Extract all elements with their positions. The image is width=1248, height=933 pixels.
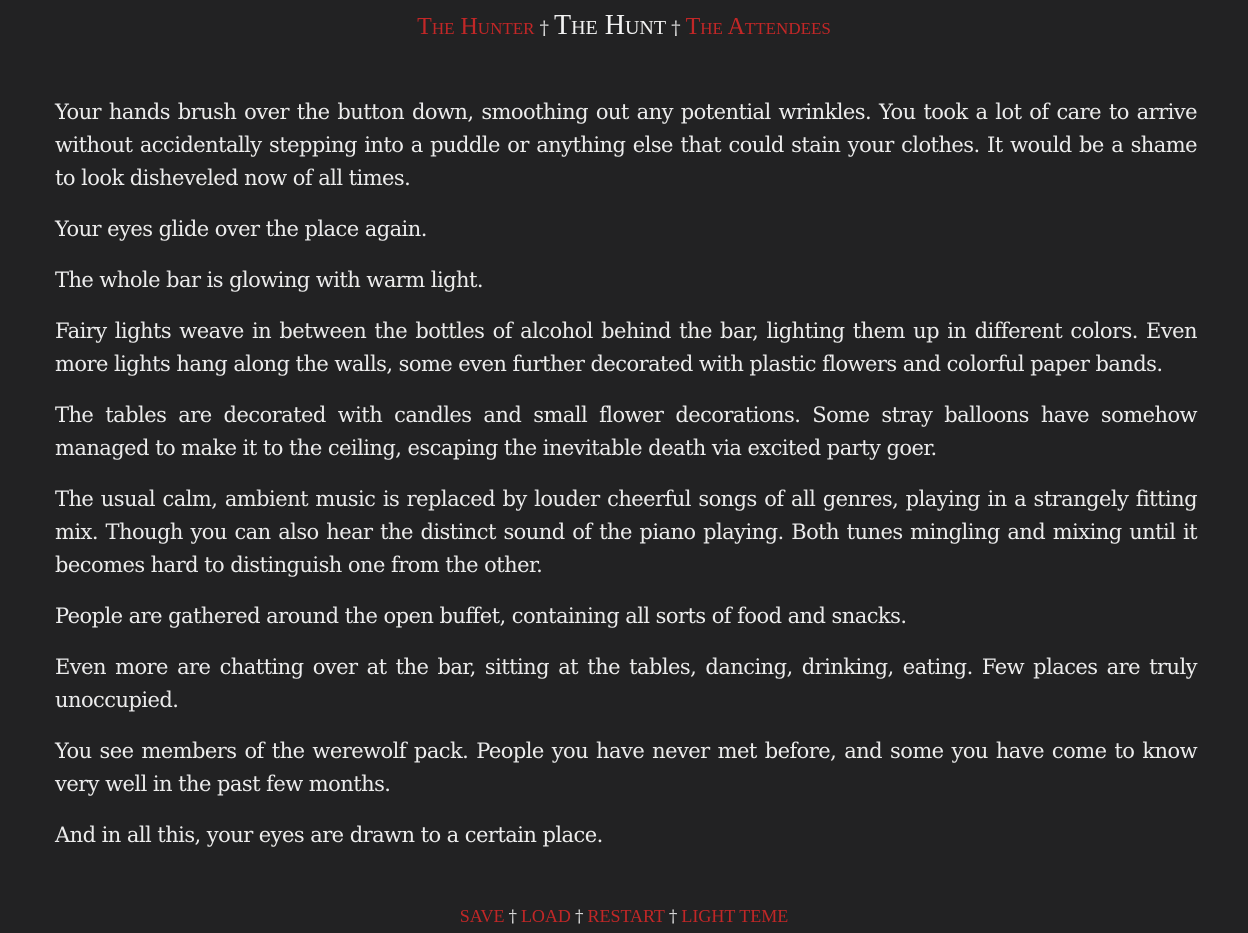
theme-toggle-button[interactable]: LIGHT TEME bbox=[681, 906, 789, 926]
load-button[interactable]: LOAD bbox=[520, 906, 571, 926]
story-passage bbox=[55, 96, 1197, 870]
story-paragraph: Even more are chatting over at the bar, sitting at the tables, dancing, drinking, eating. Few places are truly unoccupied. bbox=[55, 655, 1197, 712]
prev-chapter-link[interactable]: The Hunter bbox=[417, 14, 535, 40]
next-chapter-link[interactable]: The Attendees bbox=[685, 14, 831, 40]
story-paragraph: The whole bar is glowing with warm light. bbox=[55, 268, 483, 292]
story-paragraph: People are gathered around the open buffet, containing all sorts of food and snacks. bbox=[55, 604, 907, 628]
game-menu bbox=[0, 903, 1248, 931]
story-paragraph: Fairy lights weave in between the bottles of alcohol behind the bar, lighting them up in different colors. Even more lights hang along the walls, some even further decorated with plastic flowers and colorful paper bands. bbox=[55, 319, 1197, 376]
story-paragraph: Your hands brush over the button down, smoothing out any potential wrinkles. You took a lot of care to arrive without accidentally stepping into a puddle or anything else that could stain your clothes. It would be a shame to look disheveled now of all times. bbox=[55, 100, 1197, 190]
story-paragraph: The tables are decorated with candles and small flower decorations. Some stray balloons have somehow managed to make it to the ceiling, escaping the inevitable death via excited party goer. bbox=[55, 403, 1197, 460]
menu-separator-3: † bbox=[668, 907, 678, 927]
nav-separator-1: † bbox=[539, 17, 549, 39]
restart-button[interactable]: RESTART bbox=[587, 906, 665, 926]
story-paragraph: And in all this, your eyes are drawn to a certain place. bbox=[55, 823, 603, 847]
menu-separator-1: † bbox=[508, 907, 517, 927]
story-paragraph: The usual calm, ambient music is replaced by louder cheerful songs of all genres, playing in a strangely fitting mix. Though you can also hear the distinct sound of the piano playing. Both tunes mingling and mixing until it becomes hard to distinguish one from the other. bbox=[55, 487, 1197, 577]
story-paragraph: You see members of the werewolf pack. People you have never met before, and some you have come to know very well in the past few months. bbox=[55, 739, 1197, 796]
story-paragraph: Your eyes glide over the place again. bbox=[55, 217, 427, 241]
save-button[interactable]: SAVE bbox=[459, 906, 505, 926]
current-chapter-title: The Hunt bbox=[553, 10, 667, 41]
nav-separator-2: † bbox=[671, 17, 681, 39]
chapter-navigation bbox=[0, 8, 1248, 48]
menu-separator-2: † bbox=[574, 907, 584, 927]
